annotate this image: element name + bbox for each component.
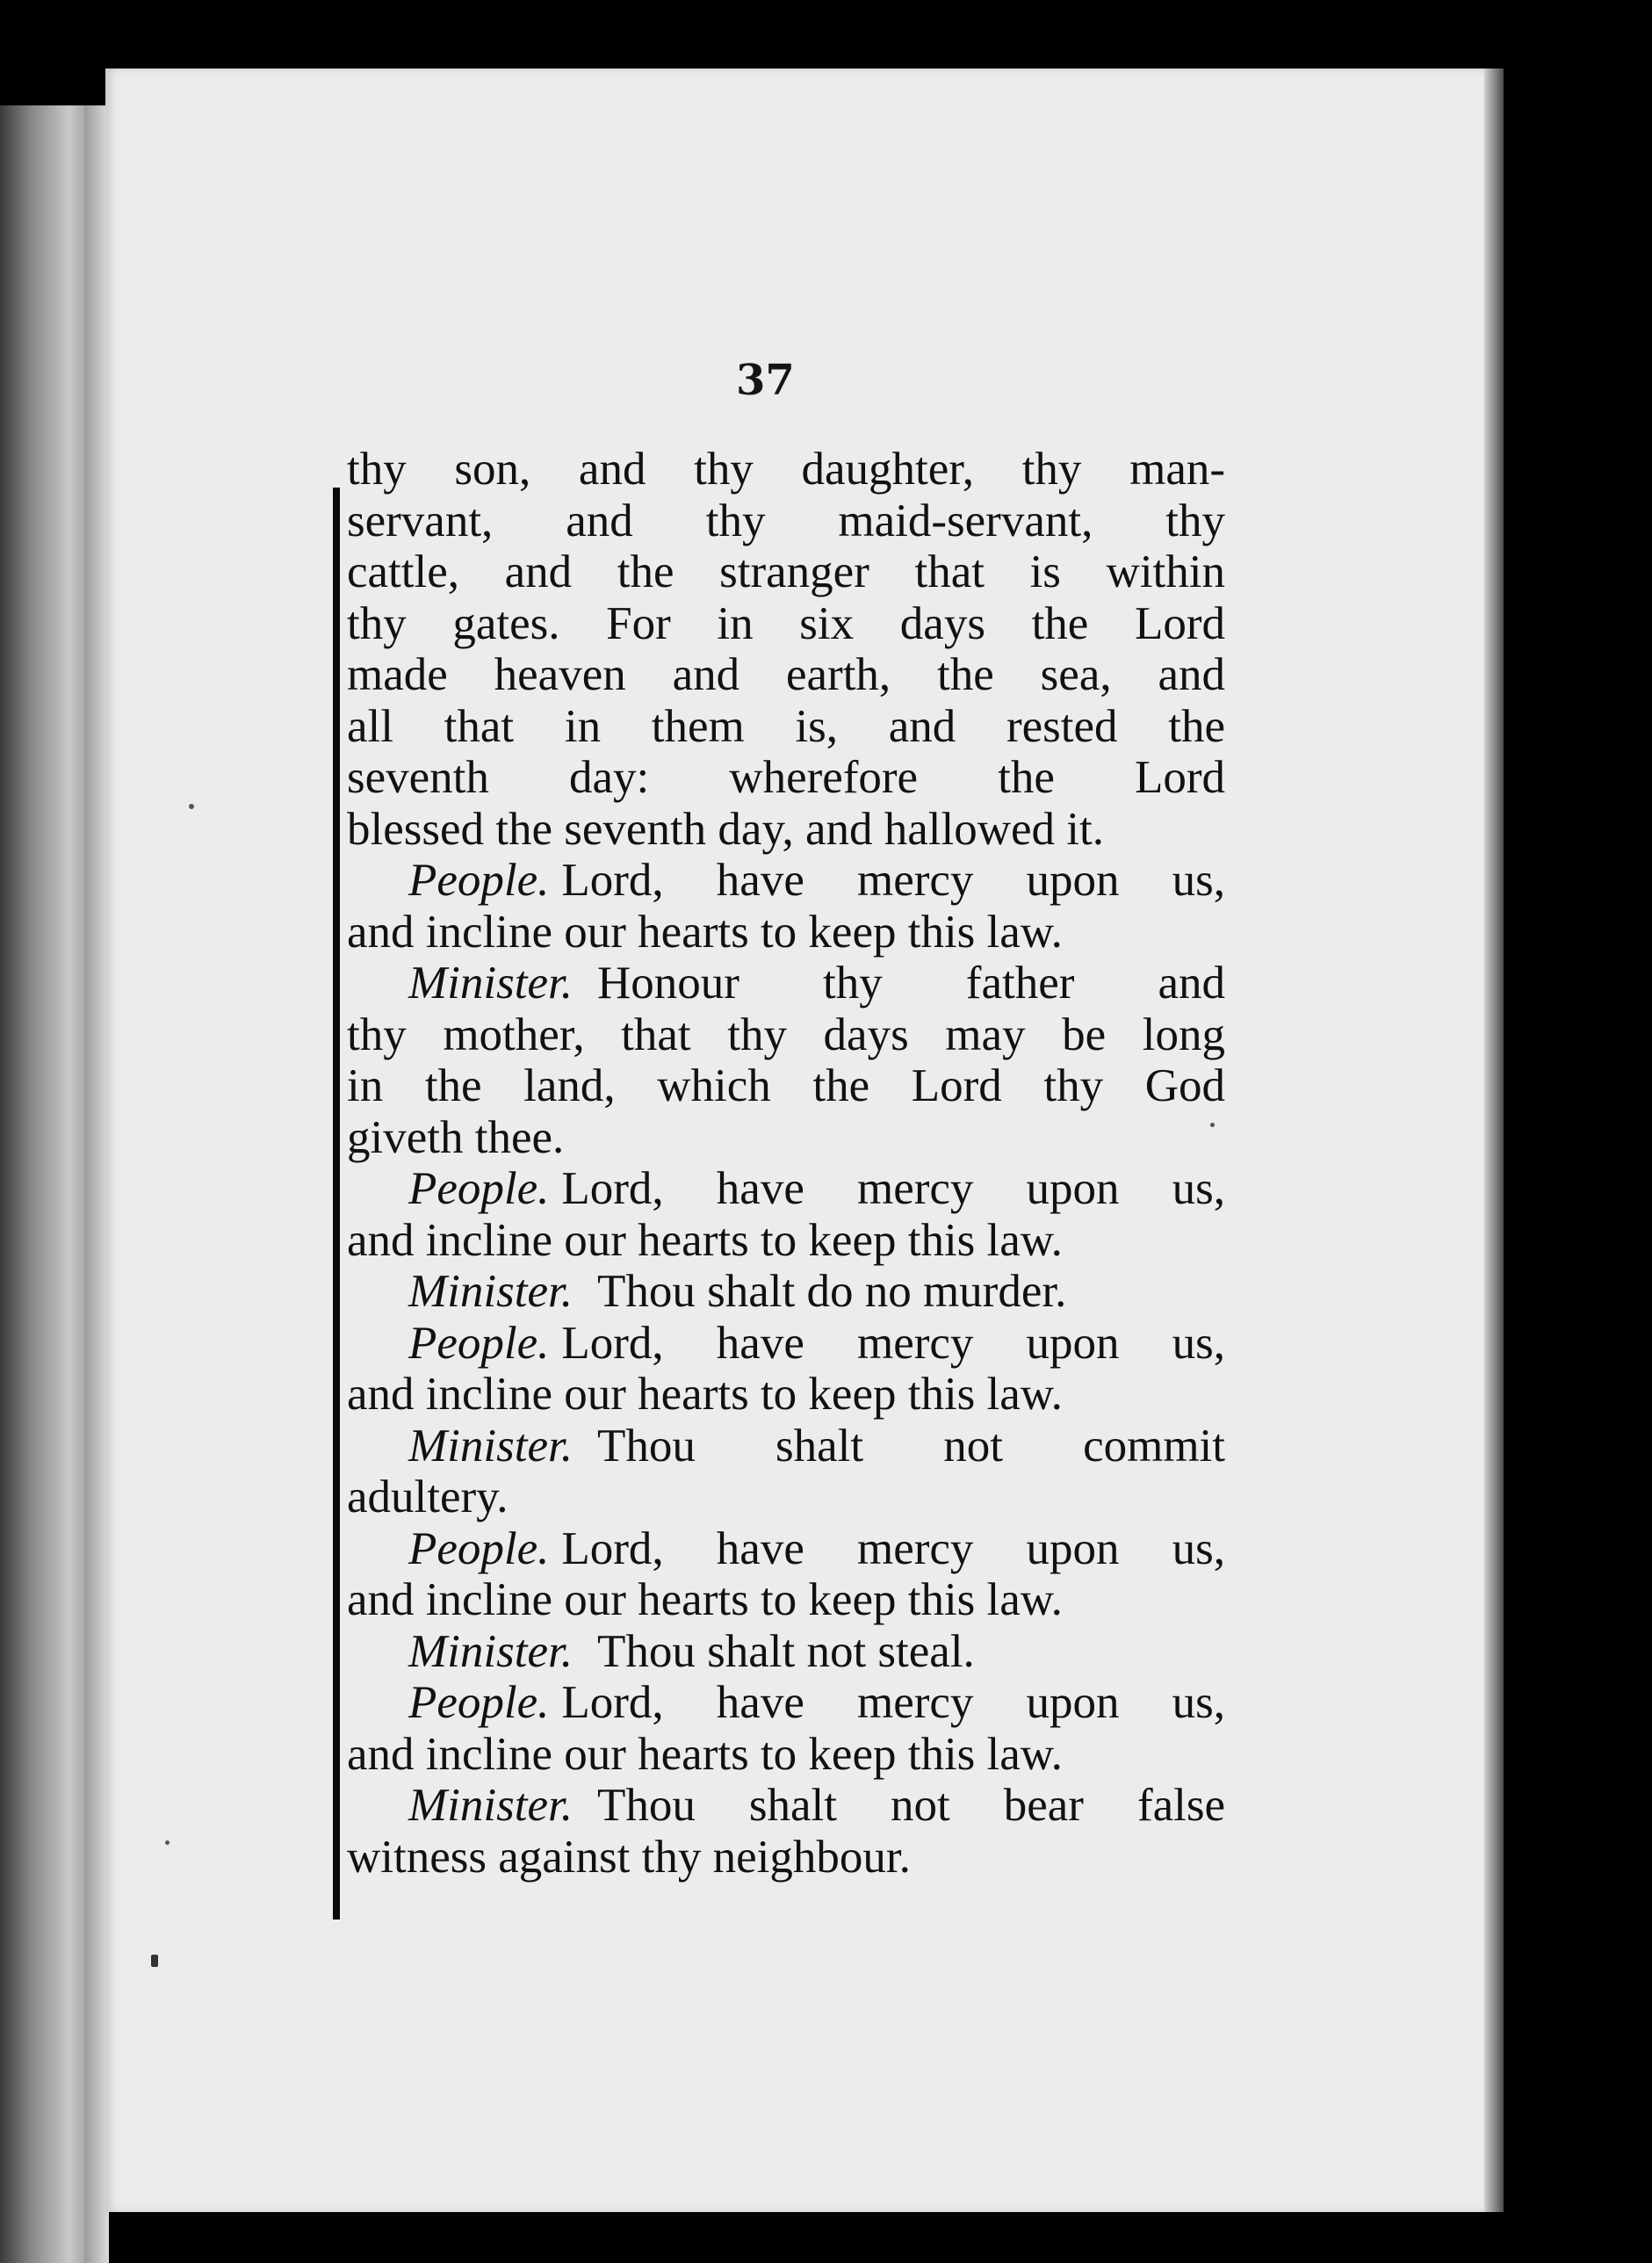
liturgy-text: [347, 444, 1225, 1883]
text-line: giveth thee.: [347, 1111, 565, 1163]
text-line: made heaven and earth, the sea, and: [347, 649, 1225, 700]
text-line: blessed the seventh day, and hallowed it.: [347, 803, 1105, 855]
response-first-line: [347, 1266, 1225, 1318]
page-number: 37: [736, 356, 795, 405]
speaker-label: Minister.: [408, 1625, 573, 1677]
facing-page-edge: [0, 105, 92, 2263]
speaker-label: People.: [408, 1163, 550, 1214]
response-text: Thou shalt not bear false: [596, 1780, 1225, 1831]
text-line: and incline our hearts to keep this law.: [347, 1728, 1063, 1780]
response-first-line: [347, 1626, 1225, 1678]
speaker-label: Minister.: [408, 1266, 573, 1317]
text-line: and incline our hearts to keep this law.: [347, 1214, 1063, 1266]
speaker-label: Minister.: [408, 1780, 573, 1831]
speaker-label: Minister.: [408, 1420, 573, 1471]
text-line: and incline our hearts to keep this law.: [347, 1369, 1063, 1420]
text-line: thy gates. For in six days the Lord: [347, 597, 1225, 649]
response-text: Thou shalt not commit: [596, 1420, 1225, 1471]
response-text: Lord, have mercy upon us,: [561, 1522, 1225, 1574]
response-text: Lord, have mercy upon us,: [561, 1163, 1225, 1214]
text-line: adultery.: [347, 1471, 509, 1522]
response-text: Lord, have mercy upon us,: [561, 855, 1225, 906]
response-first-line: [347, 1677, 1225, 1729]
response-text: Thou shalt not steal.: [596, 1625, 975, 1677]
speaker-label: People.: [408, 855, 550, 906]
text-line: and incline our hearts to keep this law.: [347, 906, 1063, 958]
response-first-line: [347, 1421, 1225, 1472]
response-first-line: [347, 958, 1225, 1009]
text-line: servant, and thy maid-servant, thy: [347, 495, 1225, 546]
page-edge-shadow: [1484, 69, 1504, 2212]
scan-speck: [151, 1955, 158, 1967]
text-line: witness against thy neighbour.: [347, 1831, 911, 1883]
response-text: Lord, have mercy upon us,: [561, 1317, 1225, 1369]
response-text: Thou shalt do no murder.: [596, 1266, 1067, 1317]
scan-speck: [189, 804, 194, 809]
margin-rule-line: [333, 488, 340, 1920]
speaker-label: People.: [408, 1677, 550, 1728]
text-line: and incline our hearts to keep this law.: [347, 1574, 1063, 1625]
response-text: Lord, have mercy upon us,: [561, 1677, 1225, 1728]
text-line: thy mother, that thy days may be long: [347, 1009, 1225, 1060]
response-text: Honour thy father and: [596, 958, 1225, 1009]
response-first-line: [347, 855, 1225, 907]
response-first-line: [347, 1163, 1225, 1215]
text-line: cattle, and the stranger that is within: [347, 546, 1225, 597]
response-first-line: [347, 1780, 1225, 1832]
text-line: seventh day: wherefore the Lord: [347, 752, 1225, 803]
text-line: all that in them is, and rested the: [347, 700, 1225, 752]
scan-speck: [165, 1840, 170, 1845]
speaker-label: People.: [408, 1522, 550, 1574]
text-line: in the land, which the Lord thy God: [347, 1060, 1225, 1111]
text-line: thy son, and thy daughter, thy man-: [347, 444, 1225, 495]
speaker-label: People.: [408, 1317, 550, 1369]
response-first-line: [347, 1523, 1225, 1575]
speaker-label: Minister.: [408, 958, 573, 1009]
scan-speck: [1210, 1123, 1215, 1127]
response-first-line: [347, 1318, 1225, 1370]
